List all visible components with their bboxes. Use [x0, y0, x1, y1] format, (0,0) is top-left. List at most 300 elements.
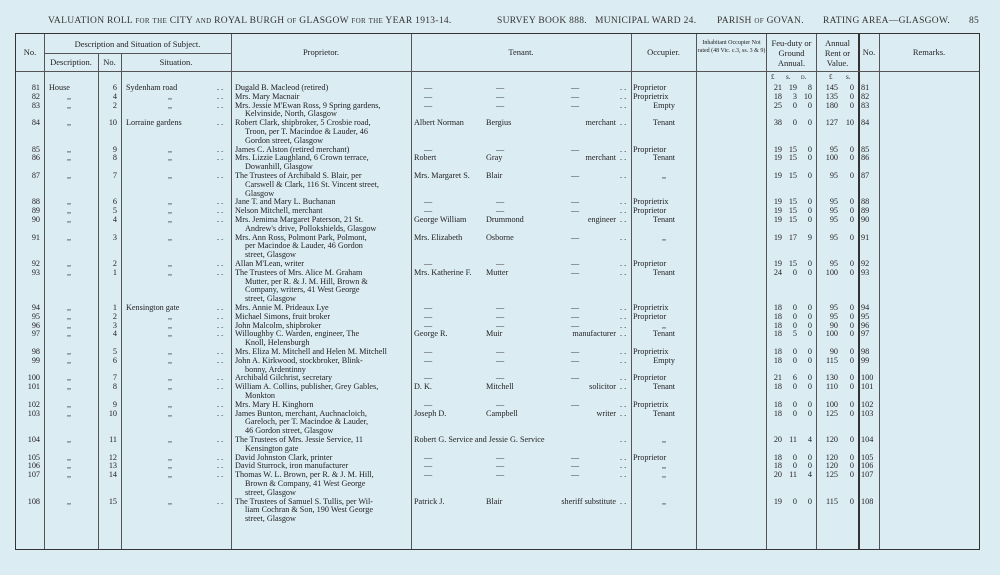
proprietor-line: Andrew's drive, Pollokshields, Glasgow [245, 223, 377, 233]
tenant-surname: — [496, 461, 505, 471]
divider [631, 34, 632, 549]
tenant-occupation: — [571, 373, 580, 383]
house-number: 8 [112, 382, 117, 392]
rating-area: RATING AREA—GLASGOW. [823, 16, 951, 26]
description: ,, [66, 320, 72, 330]
feu-pence: 0 [807, 408, 812, 418]
tenant-surname: — [496, 197, 505, 207]
proprietor-line: Mrs. Eliza M. Mitchell and Helen M. Mitchell [235, 347, 387, 356]
tenant-dots: . . [620, 144, 627, 154]
entry-number-right: 100 [861, 373, 874, 383]
feu-pence: 0 [807, 206, 812, 216]
entry-number-right: 99 [861, 355, 870, 365]
tenant-dots: . . [620, 259, 627, 268]
tenant-occupation: — [571, 461, 580, 471]
entry-number: 95 [31, 311, 40, 321]
rent-shillings: 0 [849, 100, 854, 110]
rent-pounds: 115 [826, 496, 838, 506]
proprietor-line: Kensington gate [245, 443, 299, 453]
rent-shillings: 0 [849, 320, 854, 330]
tenant-dots: . . [620, 461, 627, 471]
feu-shillings: 0 [792, 452, 797, 462]
entry-number: 93 [31, 267, 40, 277]
tenant-surname: — [496, 373, 505, 383]
description: ,, [66, 399, 72, 409]
proprietor [235, 357, 409, 375]
situation: ,, [167, 373, 173, 383]
proprietor [235, 119, 409, 145]
proprietor-line: Mrs. Annie M. Prideaux Lye [235, 303, 329, 312]
house-number: 9 [112, 144, 117, 154]
tenant-surname: — [496, 83, 505, 92]
proprietor [235, 330, 409, 348]
rent-shillings: 0 [849, 144, 854, 154]
entry-number: 97 [31, 329, 40, 339]
entry-number-right: 96 [861, 320, 870, 330]
tenant-surname: — [496, 470, 505, 480]
tenant-first-name: — [424, 206, 433, 216]
situation-dots: . . [217, 83, 224, 92]
description: ,, [66, 452, 72, 462]
situation: ,, [167, 320, 173, 330]
proprietor [235, 234, 409, 260]
rent-pounds: 95 [829, 303, 838, 312]
tenant-first-name: — [424, 197, 433, 207]
proprietor-line: David Sturrock, iron manufacturer [235, 461, 349, 471]
feu-pence: 4 [807, 435, 812, 444]
situation-dots: . . [217, 347, 224, 356]
tenant-name: Robert G. Service and Jessie G. Service [414, 435, 545, 444]
proprietor-line: Monkton [245, 390, 276, 400]
situation: ,, [167, 215, 173, 224]
situation: Lorraine gardens [126, 118, 182, 128]
feu-shillings: 0 [792, 496, 797, 506]
rent-pounds: 115 [826, 355, 838, 365]
proprietor-line: 46 Gordon street, Glasgow [245, 426, 334, 436]
proprietor-line: The Trustees of Samuel S. Tullis, per Wil- [235, 496, 374, 506]
proprietor-line: street, Glasgow [245, 487, 296, 497]
house-number: 14 [108, 470, 117, 480]
tenant-occupation: — [571, 232, 580, 242]
proprietor-line: The Trustees of Archibald S. Blair, per [235, 171, 362, 180]
occupier: Tenant [652, 215, 676, 224]
feu-pence: 0 [807, 452, 812, 462]
rent-shillings: 0 [849, 452, 854, 462]
proprietor [235, 172, 409, 198]
header-rent-pounds: £ [829, 73, 833, 81]
tenant-surname: Osborne [486, 232, 514, 242]
feu-shillings: 15 [788, 153, 797, 163]
feu-pence: 0 [807, 259, 812, 268]
situation-dots: . . [217, 118, 224, 128]
tenant-dots: . . [620, 496, 627, 506]
tenant-dots: . . [620, 171, 627, 180]
situation: ,, [167, 232, 173, 242]
situation-dots: . . [217, 399, 224, 409]
tenant-surname: Drummond [486, 215, 524, 224]
situation-dots: . . [217, 329, 224, 339]
entry-number: 100 [27, 373, 40, 383]
divider [411, 34, 412, 549]
header-description-group: Description and Situation of Subject. [74, 39, 201, 49]
situation: Kensington gate [126, 303, 180, 312]
situation-dots: . . [217, 320, 224, 330]
occupier: Proprietrix [633, 197, 669, 207]
situation: ,, [167, 311, 173, 321]
feu-shillings: 0 [792, 320, 797, 330]
situation: ,, [167, 144, 173, 154]
rent-shillings: 0 [849, 171, 854, 180]
header-rent-shillings: s. [846, 73, 851, 81]
entry-number-right: 93 [861, 267, 870, 277]
feu-pence: 0 [807, 347, 812, 356]
rent-shillings: 0 [849, 329, 854, 339]
situation-dots: . . [217, 303, 224, 312]
entry-number-right: 88 [861, 197, 870, 207]
valuation-table [15, 33, 980, 550]
feu-pounds: 18 [773, 355, 782, 365]
feu-pence: 0 [807, 320, 812, 330]
proprietor-line: Archibald Gilchrist, secretary [235, 373, 333, 383]
house-number: 5 [112, 206, 117, 216]
house-number: 2 [112, 100, 117, 110]
feu-pence: 0 [807, 399, 812, 409]
house-number: 4 [112, 215, 117, 224]
occupier: Proprietor [633, 206, 667, 216]
parish: PARISH of GOVAN. [717, 16, 804, 26]
description: ,, [66, 496, 72, 506]
header-remarks: Remarks. [912, 47, 946, 57]
description: ,, [66, 329, 72, 339]
tenant-dots: . . [620, 118, 627, 128]
proprietor-line: Mrs. Mary Macnair [235, 91, 300, 101]
description: ,, [66, 144, 72, 154]
entry-number-right: 85 [861, 144, 870, 154]
situation: ,, [167, 267, 173, 277]
proprietor-line: William A. Collins, publisher, Grey Gables, [235, 382, 379, 392]
rent-shillings: 0 [849, 311, 854, 321]
situation-dots: . . [217, 91, 224, 101]
rent-shillings: 0 [849, 355, 854, 365]
situation: ,, [167, 153, 173, 163]
entry-number: 90 [31, 215, 40, 224]
occupier: Proprietrix [633, 347, 669, 356]
proprietor-line: Mrs. Ann Ross, Polmont Park, Polmont, [235, 232, 367, 242]
rent-pounds: 95 [829, 259, 838, 268]
feu-shillings: 15 [788, 206, 797, 216]
occupier: Tenant [652, 118, 676, 128]
feu-pounds: 19 [773, 197, 782, 207]
entry-number-right: 84 [861, 118, 870, 128]
tenant-first-name: — [424, 399, 433, 409]
proprietor-line: David Johnston Clark, printer [235, 452, 333, 462]
tenant-dots: . . [620, 329, 627, 339]
tenant-dots: . . [620, 303, 627, 312]
situation-dots: . . [217, 171, 224, 180]
tenant-surname: — [496, 452, 505, 462]
description: ,, [66, 100, 72, 110]
house-number: 9 [112, 399, 117, 409]
rent-shillings: 0 [849, 435, 854, 444]
tenant-dots: . . [620, 382, 627, 392]
feu-pounds: 18 [773, 303, 782, 312]
entry-number-right: 105 [861, 452, 874, 462]
proprietor-line: Nelson Mitchell, merchant [235, 206, 323, 216]
header-description: Description. [50, 57, 92, 67]
house-number: 3 [112, 232, 117, 242]
entry-number: 98 [31, 347, 40, 356]
header-proprietor: Proprietor. [302, 47, 340, 57]
rent-pounds: 100 [825, 399, 838, 409]
tenant-first-name: — [424, 311, 433, 321]
house-number: 7 [112, 373, 117, 383]
rent-pounds: 125 [825, 470, 838, 480]
feu-shillings: 11 [789, 470, 797, 480]
situation-dots: . . [217, 496, 224, 506]
tenant-first-name: — [424, 355, 433, 365]
occupier: Tenant [652, 267, 676, 277]
feu-shillings: 0 [792, 303, 797, 312]
entry-number-right: 103 [861, 408, 874, 418]
entry-number: 94 [31, 303, 40, 312]
house-number: 1 [112, 303, 117, 312]
situation-dots: . . [217, 311, 224, 321]
situation-dots: . . [217, 100, 224, 110]
feu-shillings: 0 [792, 399, 797, 409]
feu-shillings: 15 [788, 259, 797, 268]
entry-number: 103 [27, 408, 40, 418]
situation: ,, [167, 91, 173, 101]
proprietor-line: Troon, per T. Macindoe & Lauder, 46 [245, 126, 368, 136]
situation: ,, [167, 470, 173, 480]
rent-shillings: 0 [849, 215, 854, 224]
rent-pounds: 145 [825, 83, 838, 92]
tenant-first-name: — [424, 347, 433, 356]
situation: ,, [167, 408, 173, 418]
feu-shillings: 0 [792, 461, 797, 471]
rent-shillings: 0 [849, 399, 854, 409]
feu-pounds: 38 [773, 118, 782, 128]
description: ,, [66, 373, 72, 383]
entry-number: 83 [31, 100, 40, 110]
tenant-dots: . . [620, 197, 627, 207]
proprietor-line: Allan M'Lean, writer [235, 259, 304, 268]
feu-shillings: 3 [792, 91, 797, 101]
situation-dots: . . [217, 215, 224, 224]
tenant-surname: — [496, 320, 505, 330]
entry-number: 88 [31, 197, 40, 207]
entry-number-right: 104 [861, 435, 874, 444]
occupier: Proprietrix [633, 399, 669, 409]
feu-shillings: 0 [792, 118, 797, 128]
occupier: Tenant [652, 382, 676, 392]
situation: ,, [167, 206, 173, 216]
feu-pence: 0 [807, 355, 812, 365]
proprietor-line: Michael Simons, fruit broker [235, 311, 331, 321]
header-feu-pence: d. [801, 73, 807, 81]
feu-pounds: 18 [773, 461, 782, 471]
house-number: 10 [108, 118, 117, 128]
entry-number-right: 106 [861, 461, 874, 471]
situation: ,, [167, 496, 173, 506]
feu-shillings: 15 [788, 197, 797, 207]
feu-pence: 0 [807, 171, 812, 180]
rent-shillings: 0 [849, 197, 854, 207]
tenant-occupation: — [571, 206, 580, 216]
house-number: 12 [108, 452, 117, 462]
entry-number-right: 107 [861, 470, 874, 480]
feu-pounds: 18 [773, 320, 782, 330]
tenant-occupation: — [571, 83, 580, 92]
proprietor-line: Gareloch, per T. Macindoe & Lauder, [245, 417, 369, 427]
feu-pence: 0 [807, 197, 812, 207]
proprietor [235, 436, 409, 454]
occupier: Proprietrix [633, 91, 669, 101]
rent-pounds: 180 [825, 100, 838, 110]
entry-number-right: 95 [861, 311, 870, 321]
rent-pounds: 130 [825, 373, 838, 383]
situation-dots: . . [217, 470, 224, 480]
occupier: ,, [661, 232, 667, 242]
entry-number-right: 92 [861, 259, 870, 268]
tenant-occupation: merchant [585, 118, 616, 128]
proprietor-line: Mrs. Lizzie Laughland, 6 Crown terrace, [235, 153, 369, 163]
tenant-dots: . . [620, 232, 627, 242]
tenant-surname: — [496, 347, 505, 356]
feu-shillings: 0 [792, 408, 797, 418]
occupier: Proprietor [633, 259, 667, 268]
rent-shillings: 0 [849, 259, 854, 268]
tenant-dots: . . [620, 206, 627, 216]
tenant-occupation: — [571, 452, 580, 462]
divider [766, 34, 767, 549]
feu-pounds: 19 [773, 171, 782, 180]
divider [858, 34, 860, 549]
entry-number-right: 90 [861, 215, 870, 224]
description: ,, [66, 347, 72, 356]
feu-shillings: 11 [789, 435, 797, 444]
entry-number: 82 [31, 91, 40, 101]
tenant-first-name: George R. [414, 329, 448, 339]
tenant-occupation: — [571, 197, 580, 207]
tenant-surname: Blair [486, 171, 503, 180]
municipal-ward: MUNICIPAL WARD 24. [595, 16, 697, 26]
occupier: ,, [661, 470, 667, 480]
tenant-first-name: — [424, 461, 433, 471]
entry-number-right: 89 [861, 206, 870, 216]
divider [16, 71, 979, 72]
divider [816, 34, 817, 549]
rent-pounds: 120 [825, 435, 838, 444]
situation: ,, [167, 355, 173, 365]
divider [121, 53, 122, 549]
proprietor [235, 216, 409, 234]
occupier: Proprietrix [633, 303, 669, 312]
rent-pounds: 90 [829, 347, 838, 356]
tenant-occupation: sheriff substitute [561, 496, 616, 506]
occupier: Proprietor [633, 452, 667, 462]
divider [696, 34, 697, 549]
feu-pence: 0 [807, 496, 812, 506]
proprietor-line: Company, writers, 41 West George [245, 285, 360, 295]
feu-shillings: 15 [788, 144, 797, 154]
feu-shillings: 6 [792, 373, 797, 383]
tenant-surname: Mutter [486, 267, 509, 277]
feu-pence: 0 [807, 461, 812, 471]
proprietor-line: street, Glasgow [245, 250, 296, 260]
proprietor-line: The Trustees of Mrs. Alice M. Graham [235, 267, 363, 277]
entry-number-right: 86 [861, 153, 870, 163]
divider [231, 34, 232, 549]
feu-pence: 0 [807, 267, 812, 277]
rent-pounds: 100 [825, 329, 838, 339]
situation-dots: . . [217, 373, 224, 383]
entry-number: 84 [31, 118, 40, 128]
proprietor-line: The Trustees of Mrs. Jessie Service, 11 [235, 435, 363, 444]
rent-pounds: 95 [829, 232, 838, 242]
description: ,, [66, 311, 72, 321]
situation: ,, [167, 347, 173, 356]
description: ,, [66, 355, 72, 365]
entry-number: 89 [31, 206, 40, 216]
tenant-first-name: — [424, 100, 433, 110]
occupier: Tenant [652, 153, 676, 163]
feu-shillings: 0 [792, 347, 797, 356]
page-number: 85 [969, 16, 980, 26]
feu-pounds: 18 [773, 311, 782, 321]
occupier: Tenant [652, 408, 676, 418]
proprietor-line: Mrs. Mary H. Kinghorn [235, 399, 314, 409]
feu-pounds: 19 [773, 144, 782, 154]
header-feu-shillings: s. [786, 73, 791, 81]
proprietor-line: street, Glasgow [245, 514, 296, 524]
proprietor [235, 269, 409, 304]
tenant-dots: . . [620, 311, 627, 321]
tenant-first-name: Robert [414, 153, 437, 163]
tenant-dots: . . [620, 267, 627, 277]
feu-pence: 0 [807, 153, 812, 163]
occupier: Proprietor [633, 311, 667, 321]
entry-number: 92 [31, 259, 40, 268]
tenant-surname: — [496, 399, 505, 409]
header-number: No. [103, 57, 116, 67]
rent-shillings: 0 [849, 373, 854, 383]
situation: ,, [167, 171, 173, 180]
situation: ,, [167, 382, 173, 392]
tenant-first-name: George William [414, 215, 467, 224]
tenant-occupation: merchant [585, 153, 616, 163]
situation-dots: . . [217, 355, 224, 365]
proprietor-line: per Macindoe & Lauder, 46 Gordon [245, 241, 363, 251]
situation: Sydenham road [126, 83, 178, 92]
roll-title: VALUATION ROLL for the CITY and ROYAL BURGH of GLASGOW for the YEAR 1913-14. [48, 16, 452, 26]
feu-pounds: 18 [773, 382, 782, 392]
feu-pounds: 19 [773, 153, 782, 163]
proprietor-line: Jane T. and Mary L. Buchanan [235, 197, 336, 207]
proprietor-line: Brown & Company, 41 West George [245, 478, 366, 488]
tenant-first-name: — [424, 373, 433, 383]
rent-shillings: 0 [849, 91, 854, 101]
description: House [49, 83, 70, 92]
entry-number: 101 [27, 382, 40, 392]
feu-pounds: 20 [773, 470, 782, 480]
tenant-occupation: — [571, 303, 580, 312]
entry-number-right: 98 [861, 347, 870, 356]
tenant-dots: . . [620, 408, 627, 418]
feu-pounds: 19 [773, 215, 782, 224]
description: ,, [66, 461, 72, 471]
house-number: 6 [112, 83, 117, 92]
